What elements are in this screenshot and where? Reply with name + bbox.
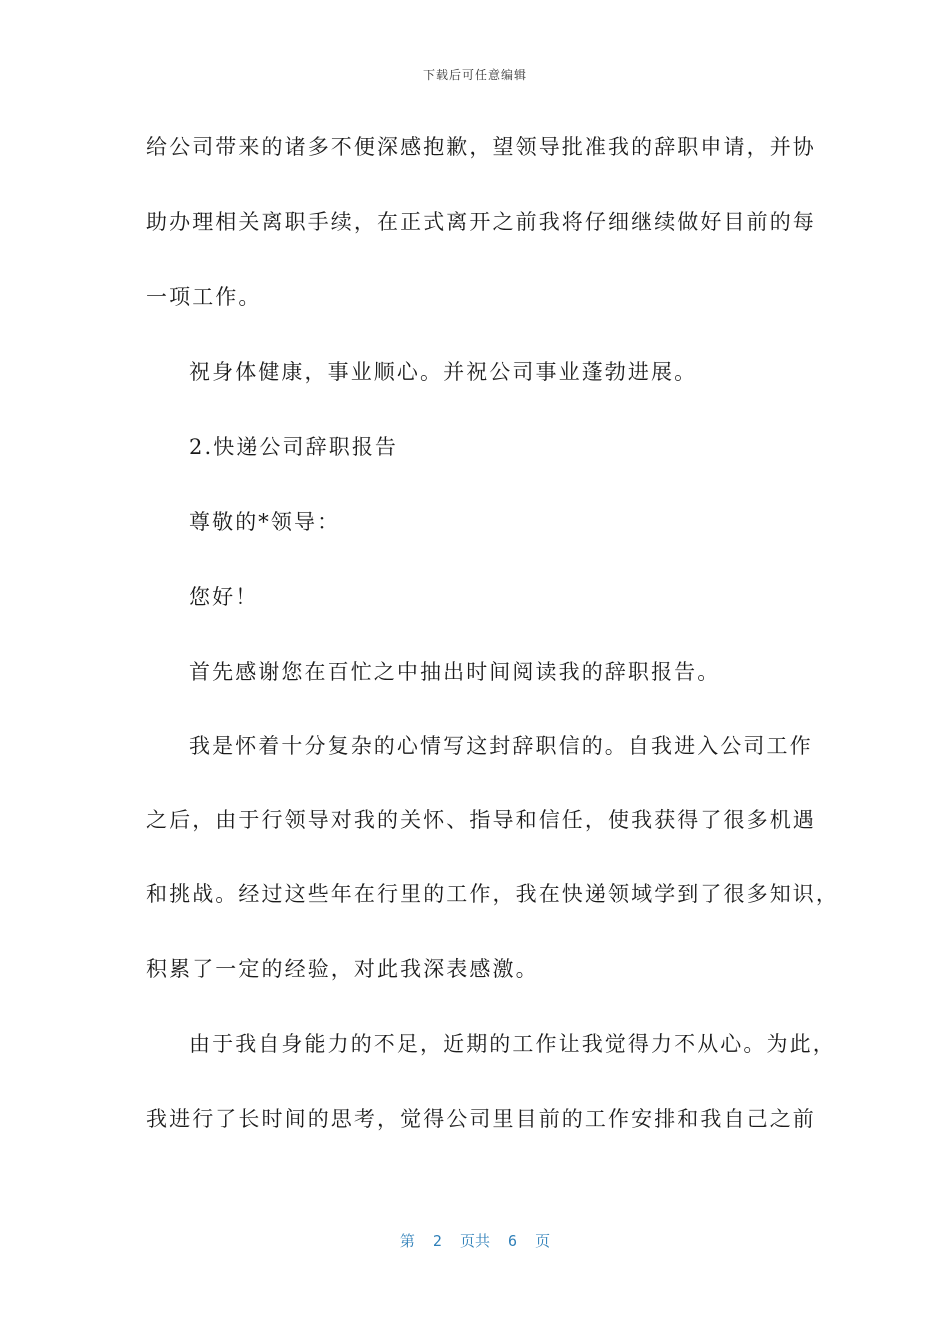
text-line: 我进行了长时间的思考，觉得公司里目前的工作安排和我自己之前 [146, 1107, 816, 1131]
page-footer: 第 2 页共 6 页 [399, 1232, 551, 1250]
text-line: 由于我自身能力的不足，近期的工作让我觉得力不从心。为此， [189, 1032, 836, 1056]
text-line: 给公司带来的诸多不便深感抱歉，望领导批准我的辞职申请，并协 [146, 135, 816, 159]
text-line: 我是怀着十分复杂的心情写这封辞职信的。自我进入公司工作 [189, 734, 813, 758]
text-line: 一项工作。 [146, 285, 262, 309]
salutation: 尊敬的*领导： [189, 510, 341, 534]
text-line: 助办理相关离职手续，在正式离开之前我将仔细继续做好目前的每 [146, 210, 816, 234]
text-line: 首先感谢您在百忙之中抽出时间阅读我的辞职报告。 [189, 660, 721, 684]
text-line: 积累了一定的经验，对此我深表感激。 [146, 957, 539, 981]
text-line: 和挑战。经过这些年在行里的工作，我在快递领域学到了很多知识， [146, 882, 839, 906]
text-line: 祝身体健康，事业顺心。并祝公司事业蓬勃进展。 [189, 360, 698, 384]
section-heading: 2.快递公司辞职报告 [189, 435, 399, 459]
text-line: 之后，由于行领导对我的关怀、指导和信任，使我获得了很多机遇 [146, 808, 816, 832]
greeting: 您好！ [189, 585, 259, 609]
page-header: 下载后可任意编辑 [422, 68, 527, 82]
